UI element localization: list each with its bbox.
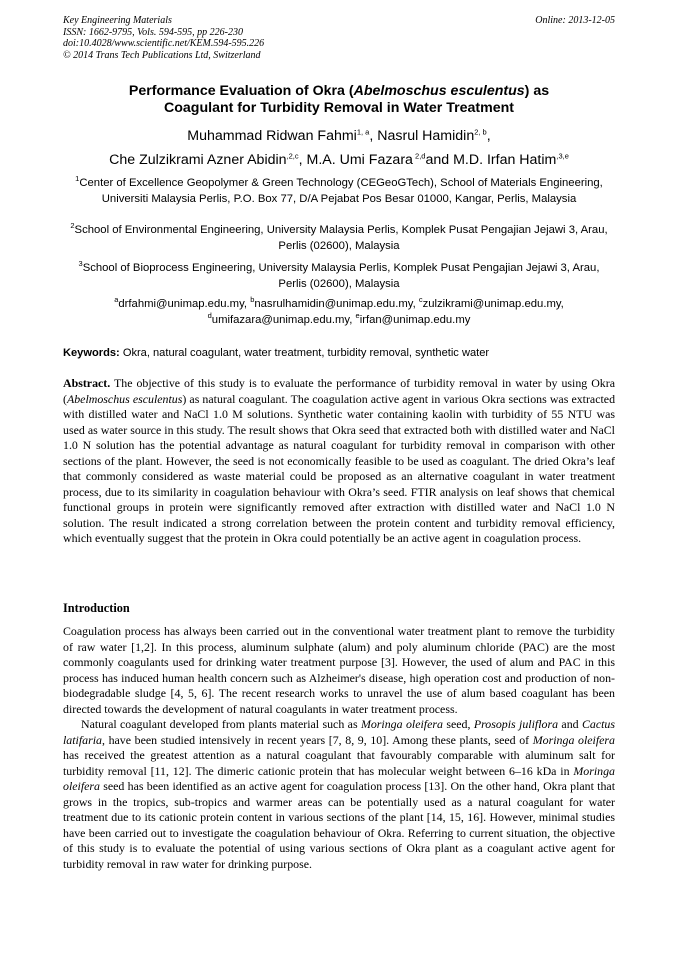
author-sup: 2, b bbox=[474, 127, 487, 137]
introduction-paragraph-2 bbox=[63, 717, 615, 872]
author-sup: ,2,c bbox=[286, 151, 299, 161]
copyright-line: © 2014 Trans Tech Publications Ltd, Switzerland bbox=[63, 49, 261, 61]
author-name: Muhammad Ridwan Fahmi bbox=[187, 128, 357, 144]
species-name: Moringa oleifera bbox=[360, 717, 443, 731]
online-date: Online: 2013-12-05 bbox=[535, 15, 615, 26]
author-and: and bbox=[425, 152, 450, 168]
introduction-paragraph-1: Coagulation process has always been carried out in the conventional water treatment plant to remove the turbidity of raw water [1,2]. In this process, aluminum sulphate (alum) and poly aluminum chloride (PAC) are the most commonly coagulants used for drinking water treatment purpose [3]. However, the used of alum and PAC in this process has induced human health concern such as Alzheimer's disease, high operation cost and production of non-biodegradable sludge [4, 5, 6]. The recent research works to unravel the use of alum based coagulant has been directed towards the development of natural coagulants in water treatment process. bbox=[63, 624, 615, 716]
affiliation-1 bbox=[63, 176, 615, 207]
species-name: Moringa oleifera bbox=[63, 763, 615, 793]
affiliation-sup: 3 bbox=[78, 259, 83, 269]
affiliation-sup: 2 bbox=[70, 221, 75, 231]
author-name: Che Zulzikrami Azner Abidin bbox=[109, 152, 287, 168]
abstract-text: The objective of this study is to evaluate the performance of turbidity removal in water by using Okra ( bbox=[63, 376, 615, 406]
introduction-heading: Introduction bbox=[63, 601, 130, 615]
email-list: $^a$drfahmi@unimap.edu.my, $^b$nasrulhamidin@unimap.edu.my, $^c$zulzikrami@unimap.edu.my, $^d$umifazara@unimap.edu.my, $^e$irfan@unimap.edu.my bbox=[114, 295, 564, 326]
affiliation-text: School of Environmental Engineering, University Malaysia Perlis, Komplek Pusat Pengajian Jejawi 3, Arau, Perlis (02600), Malaysia bbox=[74, 224, 608, 252]
title-line2: Coagulant for Turbidity Removal in Water Treatment bbox=[164, 100, 514, 116]
text-run: Natural coagulant developed from plants material such as bbox=[81, 717, 361, 731]
issn-line: ISSN: 1662-9795, Vols. 594-595, pp 226-230 bbox=[63, 26, 243, 38]
species-name: Prosopis juliflora bbox=[473, 717, 559, 731]
keywords-text: Okra, natural coagulant, water treatment, turbidity removal, synthetic water bbox=[122, 347, 490, 359]
title-part1: Performance Evaluation of Okra ( bbox=[128, 83, 354, 99]
text-run: , have been studied intensively in recent years [7, 8, 9, 10]. Among these plants, seed of bbox=[101, 732, 533, 747]
affiliation-3 bbox=[63, 261, 615, 292]
keywords-label: Keywords: bbox=[63, 347, 120, 359]
email-address: drfahmi@unimap.edu.my bbox=[118, 298, 244, 310]
abstract-text: ) as natural coagulant. The coagulation active agent in various Okra sections was extracted with distilled water and NaCl 1.0 M solutions. Synthetic water containing kaolin with turbidity of 55 NTU was used as water source in this study. The result shows that Okra seed that extracted both with distilled water and NaCl 1.0 N solution has the potential advantage as natural coagulant for turbidity removal in comparison with other sections of the plant. However, the seed is not economically feasible to be used as coagulant. The dried Okra’s leaf that commonly considered as waste material could be proposed as an alternative coagulant in water treatment process, due to its similarity in coagulation behaviour with Okra’s seed. FTIR analysis on leaf shows that chemical functional groups in protein were significantly removed after extraction with distilled water and NaCl 1.0 N solution. The result indicated a strong correlation between the protein content and turbidity removal efficiency, which eventually suggest that the protein in Okra could potentially be an active agent in coagulation process. bbox=[63, 391, 616, 545]
email-address: zulzikrami@unimap.edu.my bbox=[422, 298, 561, 310]
author-name: Nasrul Hamidin bbox=[377, 128, 475, 144]
text-run: and bbox=[558, 717, 582, 731]
abstract-species: Abelmoschus esculentus bbox=[66, 391, 183, 406]
author-list: Muhammad Ridwan Fahmi$^{1, a}$, Nasrul Hamidin$^{2, b}$, Che Zulzikrami Azner Abidin$^{,2,c}$, M.A. Umi Fazara $^{2,d}$and M.D. Irfan Hatim$^{,3,e}$ bbox=[109, 127, 569, 168]
affiliation-sup: 1 bbox=[75, 174, 80, 184]
journal-name: Key Engineering Materials bbox=[63, 15, 172, 26]
introduction-body bbox=[63, 624, 615, 872]
abstract bbox=[63, 376, 615, 547]
author-sup: 1, a bbox=[356, 127, 370, 137]
title-species: Abelmoschus esculentus bbox=[353, 83, 525, 99]
species-name: Moringa oleifera bbox=[532, 732, 615, 747]
email-address: irfan@unimap.edu.my bbox=[359, 313, 471, 326]
affiliation-text: Center of Excellence Geopolymer & Green Technology (CEGeoGTech), School of Materials Engineering, Universiti Malaysia Perlis, P.O. Box 77, D/A Pejabat Pos Besar 01000, Kangar, Perlis, Malaysia bbox=[79, 177, 603, 205]
journal-header bbox=[63, 15, 615, 61]
email-sup: e bbox=[355, 310, 360, 320]
affiliation-2 bbox=[63, 223, 615, 254]
text-run: has received the greatest attention as a natural coagulant that favourably comparable with aluminum salt for turbidity removal [11, 12]. The dimeric cationic protein that has molecular weight between 6–16 kDa in bbox=[63, 748, 615, 778]
text-run: seed has been identified as an active agent for coagulation process [13]. On the other hand, Okra plant that grows in the tropics, sub-tropics and warmer areas can be potentially used as a natural coagulant for water treatment due to its cationic protein content in various sections of the plant [14, 15, 16]. However, minimal studies have been carried out to investigate the coagulation behaviour of Okra. Referring to current situation, the objective of this study is to evaluate the potential of using various sections of Okra plant as a coagulant active agent for turbidity removal in raw water for drinking purpose. bbox=[63, 779, 615, 871]
author-name: M.D. Irfan Hatim bbox=[453, 152, 557, 168]
keywords bbox=[63, 346, 615, 360]
abstract-label: Abstract. bbox=[63, 376, 111, 390]
author-name: M.A. Umi Fazara bbox=[306, 152, 413, 168]
doi-line: doi:10.4028/www.scientific.net/KEM.594-595.226 bbox=[63, 38, 265, 49]
email-sup: b bbox=[250, 295, 255, 305]
title-part2: ) as bbox=[524, 83, 550, 99]
email-address: nasrulhamidin@unimap.edu.my bbox=[254, 298, 413, 310]
species-name: Cactus latifaria bbox=[63, 717, 615, 747]
affiliation-text: School of Bioprocess Engineering, University Malaysia Perlis, Komplek Pusat Pengajian Jejawi 3, Arau, Perlis (02600), Malaysia bbox=[82, 262, 600, 290]
email-sup: c bbox=[418, 295, 423, 305]
paper-title bbox=[63, 83, 615, 117]
email-sup: d bbox=[207, 310, 212, 320]
email-sup: a bbox=[114, 295, 119, 305]
text-run: seed, bbox=[442, 717, 474, 731]
author-sup: ,3,e bbox=[556, 151, 569, 161]
email-address: umifazara@unimap.edu.my bbox=[211, 313, 350, 326]
author-sup: 2,d bbox=[412, 151, 426, 161]
